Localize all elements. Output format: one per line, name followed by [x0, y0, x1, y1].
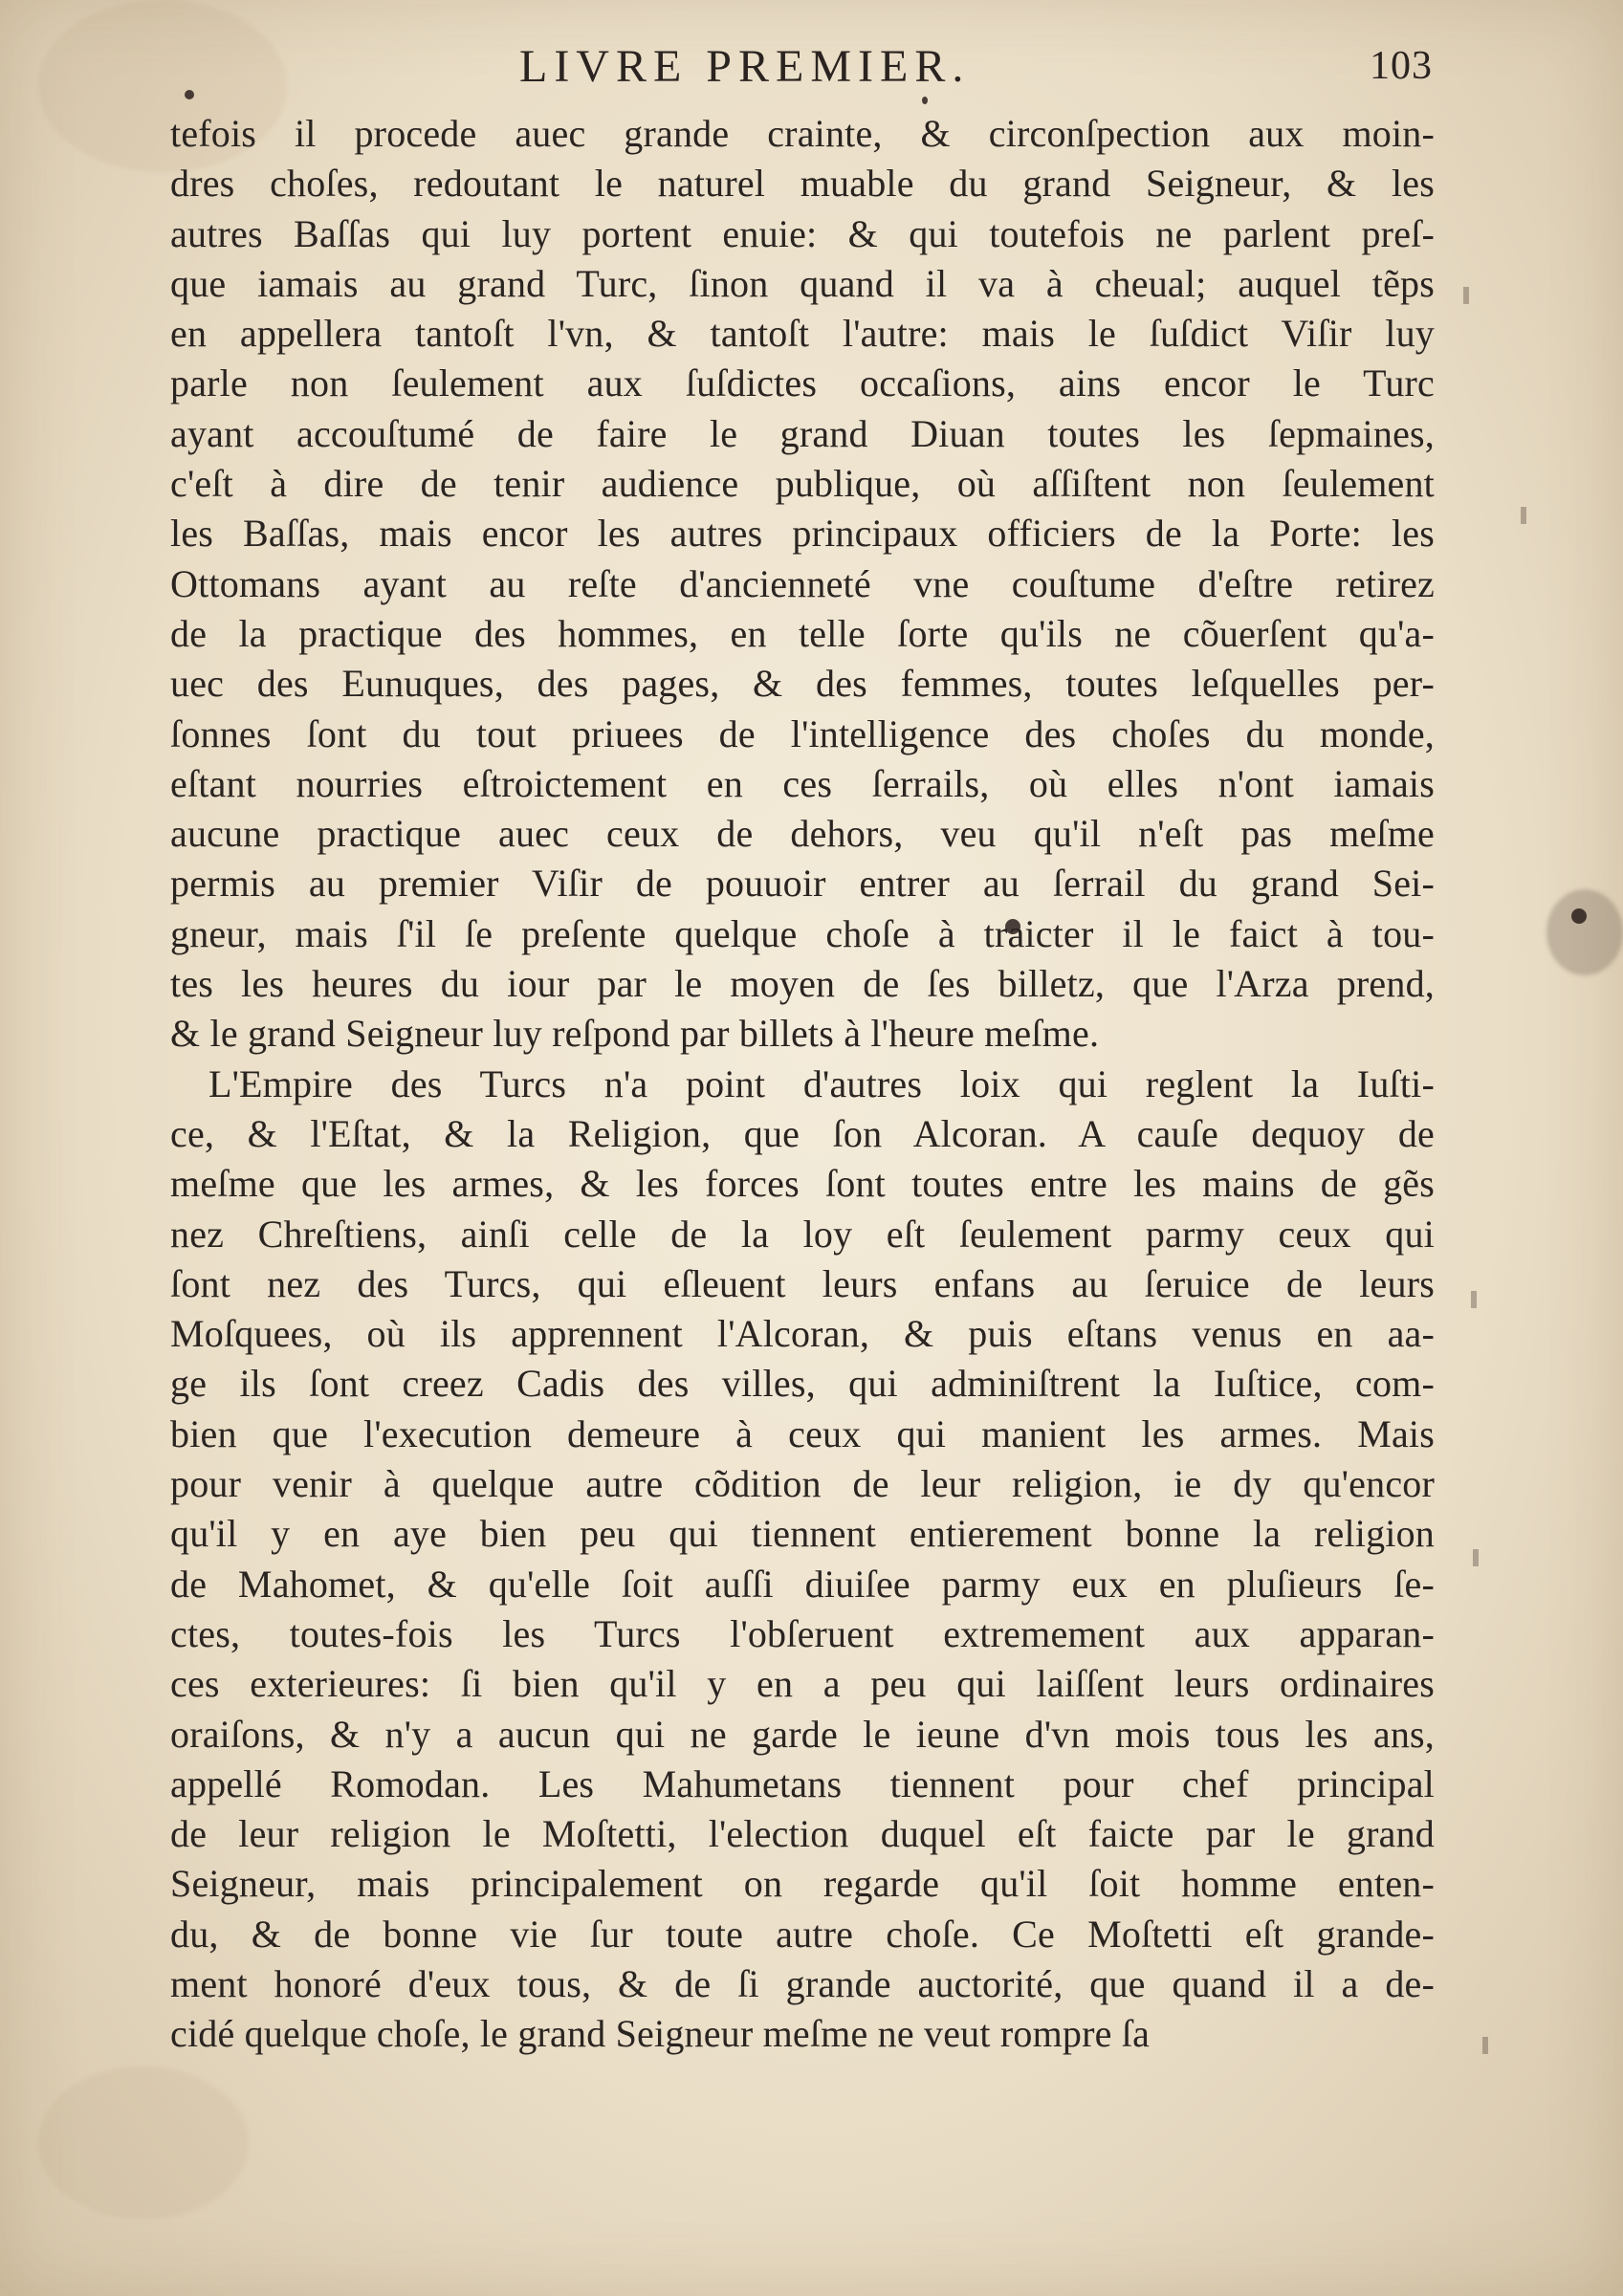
page-number: 103	[1370, 44, 1433, 88]
text-line: ment honoré d'eux tous, & de ſi grande auctorité, que quand il a de-	[170, 1961, 1435, 2005]
text-line: ayant accouſtumé de faire le grand Diuan toutes les ſepmaines,	[170, 411, 1435, 455]
margin-mark	[1482, 2037, 1488, 2054]
paragraph-2	[170, 1060, 1435, 2060]
text-line: ce, & l'Eſtat, & la Religion, que ſon Alcoran. A cauſe dequoy de	[170, 1111, 1435, 1155]
margin-mark	[1471, 1291, 1477, 1308]
text-line: de leur religion le Moſtetti, l'election duquel eſt faicte par le grand	[170, 1812, 1435, 1856]
text-line: meſme que les armes, & les forces ſont toutes entre les mains de gẽs	[170, 1162, 1435, 1206]
text-line: gneur, mais ſ'il ſe preſente quelque choſe à traicter il le faict à tou-	[170, 911, 1435, 955]
text-line: ces exterieures: ſi bien qu'il y en a peu qui laiſſent leurs ordinaires	[170, 1662, 1435, 1706]
text-line: Seigneur, mais principalement on regarde qu'il ſoit homme enten-	[170, 1862, 1435, 1906]
ink-speck	[1571, 908, 1587, 924]
paragraph-1	[170, 109, 1435, 1060]
text-line: que iamais au grand Turc, ſinon quand il va à cheual; auquel tẽps	[170, 261, 1435, 305]
margin-mark	[1463, 287, 1469, 304]
running-head-title: LIVRE PREMIER.	[519, 41, 971, 92]
book-text	[170, 109, 1435, 2060]
text-line: dres choſes, redoutant le naturel muable du grand Seigneur, & les	[170, 162, 1435, 206]
text-line: nez Chreſtiens, ainſi celle de la loy eſt ſeulement parmy ceux qui	[170, 1212, 1435, 1256]
text-line: & le grand Seigneur luy reſpond par billets à l'heure meſme.	[170, 1012, 1100, 1056]
text-line: bien que l'execution demeure à ceux qui manient les armes. Mais	[170, 1411, 1435, 1455]
ink-blot	[1546, 889, 1623, 975]
text-line: aucune practique auec ceux de dehors, veu qu'il n'eſt pas meſme	[170, 812, 1435, 856]
text-line: pour venir à quelque autre cõdition de leur religion, ie dy qu'encor	[170, 1462, 1435, 1506]
text-line: cidé quelque choſe, le grand Seigneur meſme ne veut rompre ſa	[170, 2012, 1151, 2056]
text-line: appellé Romodan. Les Mahumetans tiennent pour chef principal	[170, 1761, 1435, 1805]
text-line: autres Baſſas qui luy portent enuie: & qui toutefois ne parlent preſ-	[170, 211, 1435, 255]
text-line: les Baſſas, mais encor les autres principaux officiers de la Porte: les	[170, 512, 1435, 556]
text-line: oraiſons, & n'y a aucun qui ne garde le ieune d'vn mois tous les ans,	[170, 1712, 1435, 1756]
text-line: ge ils ſont creez Cadis des villes, qui adminiſtrent la Iuſtice, com-	[170, 1362, 1435, 1406]
paper-stain	[38, 2066, 249, 2219]
text-line: en appellera tantoſt l'vn, & tantoſt l'autre: mais le ſuſdict Viſir luy	[170, 312, 1435, 356]
text-line: du, & de bonne vie ſur toute autre choſe. Ce Moſtetti eſt grande-	[170, 1912, 1435, 1956]
text-line: ſont nez des Turcs, qui eſleuent leurs enfans au ſeruice de leurs	[170, 1261, 1435, 1305]
running-head	[170, 40, 1433, 99]
text-line: Moſquees, où ils apprennent l'Alcoran, & puis eſtans venus en aa-	[170, 1312, 1435, 1356]
text-line: Ottomans ayant au reſte d'ancienneté vne couſtume d'eſtre retirez	[170, 561, 1435, 605]
text-line: c'eſt à dire de tenir audience publique, où aſſiſtent non ſeulement	[170, 462, 1435, 506]
text-line: L'Empire des Turcs n'a point d'autres loix qui reglent la Iuſti-	[208, 1061, 1435, 1105]
text-line: ſonnes ſont du tout priuees de l'intelligence des choſes du monde,	[170, 711, 1435, 755]
text-line: eſtant nourries eſtroictement en ces ſerrails, où elles n'ont iamais	[170, 761, 1435, 805]
text-line: tes les heures du iour par le moyen de ſes billetz, que l'Arza prend,	[170, 962, 1435, 1006]
text-line: permis au premier Viſir de pouuoir entrer au ſerrail du grand Sei-	[170, 862, 1435, 906]
text-line: de la practique des hommes, en telle ſorte qu'ils ne cõuerſent qu'a-	[170, 611, 1435, 655]
text-line: de Mahomet, & qu'elle ſoit auſſi diuiſee parmy eux en pluſieurs ſe-	[170, 1562, 1435, 1606]
text-line: uec des Eunuques, des pages, & des femmes, toutes leſquelles per-	[170, 662, 1435, 706]
text-line: tefois il procede auec grande crainte, & circonſpection aux moin-	[170, 112, 1435, 155]
text-line: ctes, toutes-fois les Turcs l'obſeruent extremement aux apparan-	[170, 1611, 1435, 1655]
margin-mark	[1473, 1549, 1479, 1566]
margin-mark	[1521, 507, 1526, 524]
text-line: qu'il y en aye bien peu qui tiennent entierement bonne la religion	[170, 1512, 1435, 1556]
text-line: parle non ſeulement aux ſuſdictes occaſions, ains encor le Turc	[170, 361, 1435, 405]
